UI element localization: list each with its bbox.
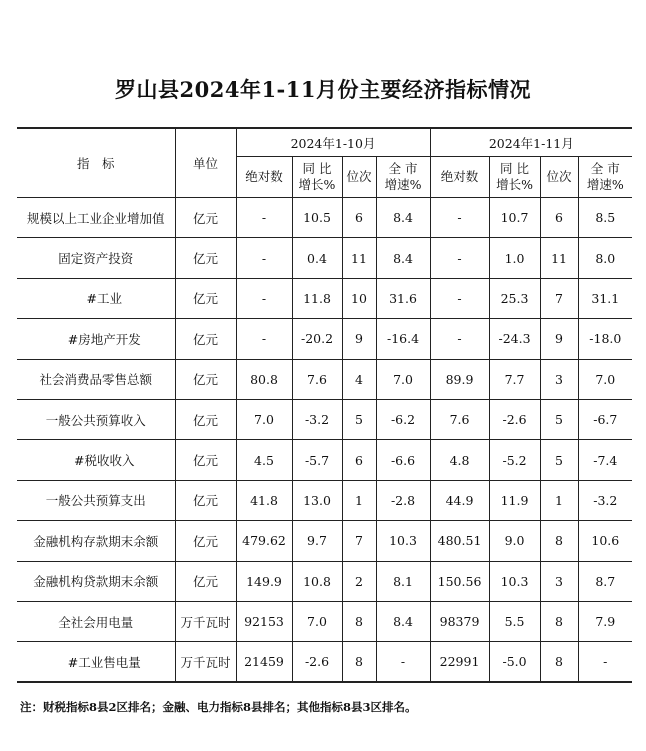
nov-absolute-value: 7.6 (430, 399, 489, 439)
table-body (17, 198, 632, 683)
nov-absolute-value: - (430, 319, 489, 359)
table-row (17, 642, 632, 682)
oct-yoy-growth: -3.2 (292, 399, 342, 439)
nov-rank: 7 (540, 278, 578, 318)
oct-city-growth: -2.8 (376, 480, 430, 520)
table-row (17, 480, 632, 520)
nov-rank: 8 (540, 601, 578, 641)
header-city-growth: 全 市 增速% (578, 157, 632, 198)
header-indicator: 指 标 (17, 128, 175, 198)
nov-rank: 5 (540, 440, 578, 480)
oct-yoy-growth: 13.0 (292, 480, 342, 520)
unit-cell: 亿元 (175, 319, 236, 359)
unit-cell: 万千瓦时 (175, 601, 236, 641)
oct-rank: 8 (342, 642, 376, 682)
nov-yoy-growth: -2.6 (489, 399, 540, 439)
oct-rank: 7 (342, 521, 376, 561)
nov-yoy-growth: 9.0 (489, 521, 540, 561)
oct-absolute-value: 7.0 (236, 399, 292, 439)
oct-yoy-growth: 11.8 (292, 278, 342, 318)
nov-absolute-value: 480.51 (430, 521, 489, 561)
nov-city-growth: 31.1 (578, 278, 632, 318)
nov-city-growth: -6.7 (578, 399, 632, 439)
unit-cell: 亿元 (175, 238, 236, 278)
table-row (17, 561, 632, 601)
oct-absolute-value: 41.8 (236, 480, 292, 520)
nov-yoy-growth: 7.7 (489, 359, 540, 399)
oct-city-growth: 8.4 (376, 198, 430, 238)
nov-yoy-growth: -5.2 (489, 440, 540, 480)
oct-yoy-growth: 0.4 (292, 238, 342, 278)
oct-city-growth: 8.1 (376, 561, 430, 601)
unit-cell: 亿元 (175, 480, 236, 520)
indicators-table (17, 127, 632, 683)
oct-city-growth: 8.4 (376, 601, 430, 641)
oct-rank: 2 (342, 561, 376, 601)
header-absolute: 绝对数 (430, 157, 489, 198)
oct-yoy-growth: 10.5 (292, 198, 342, 238)
nov-rank: 8 (540, 521, 578, 561)
oct-absolute-value: - (236, 238, 292, 278)
nov-absolute-value: 98379 (430, 601, 489, 641)
unit-cell: 亿元 (175, 561, 236, 601)
unit-cell: 亿元 (175, 278, 236, 318)
oct-rank: 5 (342, 399, 376, 439)
oct-absolute-value: 479.62 (236, 521, 292, 561)
oct-absolute-value: - (236, 319, 292, 359)
table-row (17, 319, 632, 359)
unit-cell: 万千瓦时 (175, 642, 236, 682)
oct-city-growth: 8.4 (376, 238, 430, 278)
table-row (17, 440, 632, 480)
table-row (17, 359, 632, 399)
nov-city-growth: 8.7 (578, 561, 632, 601)
oct-rank: 1 (342, 480, 376, 520)
nov-city-growth: -3.2 (578, 480, 632, 520)
table-row (17, 399, 632, 439)
oct-absolute-value: 92153 (236, 601, 292, 641)
oct-absolute-value: 4.5 (236, 440, 292, 480)
nov-yoy-growth: -5.0 (489, 642, 540, 682)
nov-absolute-value: 44.9 (430, 480, 489, 520)
header-rank: 位次 (540, 157, 578, 198)
nov-yoy-growth: -24.3 (489, 319, 540, 359)
nov-absolute-value: - (430, 278, 489, 318)
oct-rank: 4 (342, 359, 376, 399)
header-absolute: 绝对数 (236, 157, 292, 198)
oct-absolute-value: - (236, 278, 292, 318)
indicator-name: 全社会用电量 (17, 601, 175, 641)
oct-city-growth: -6.6 (376, 440, 430, 480)
nov-absolute-value: 150.56 (430, 561, 489, 601)
table-row (17, 198, 632, 238)
nov-rank: 3 (540, 359, 578, 399)
indicator-name: 金融机构存款期末余额 (17, 521, 175, 561)
oct-absolute-value: - (236, 198, 292, 238)
oct-city-growth: -6.2 (376, 399, 430, 439)
nov-yoy-growth: 1.0 (489, 238, 540, 278)
oct-city-growth: 10.3 (376, 521, 430, 561)
oct-rank: 6 (342, 440, 376, 480)
table-row (17, 601, 632, 641)
oct-yoy-growth: 7.0 (292, 601, 342, 641)
unit-cell: 亿元 (175, 198, 236, 238)
header-yoy-growth: 同 比 增长% (292, 157, 342, 198)
oct-rank: 8 (342, 601, 376, 641)
indicator-name: 固定资产投资 (17, 238, 175, 278)
nov-yoy-growth: 10.3 (489, 561, 540, 601)
oct-yoy-growth: -5.7 (292, 440, 342, 480)
nov-absolute-value: 22991 (430, 642, 489, 682)
unit-cell: 亿元 (175, 521, 236, 561)
nov-absolute-value: 4.8 (430, 440, 489, 480)
header-period-1: 2024年1-10月 (236, 128, 430, 157)
oct-rank: 11 (342, 238, 376, 278)
table-row (17, 521, 632, 561)
indicator-name: 规模以上工业企业增加值 (17, 198, 175, 238)
table-row (17, 278, 632, 318)
header-period-2: 2024年1-11月 (430, 128, 632, 157)
unit-cell: 亿元 (175, 399, 236, 439)
nov-city-growth: 8.0 (578, 238, 632, 278)
header-unit: 单位 (175, 128, 236, 198)
nov-city-growth: - (578, 642, 632, 682)
nov-city-growth: 10.6 (578, 521, 632, 561)
nov-rank: 5 (540, 399, 578, 439)
indicator-name: 一般公共预算支出 (17, 480, 175, 520)
indicator-name: 社会消费品零售总额 (17, 359, 175, 399)
oct-yoy-growth: 9.7 (292, 521, 342, 561)
indicator-name: 一般公共预算收入 (17, 399, 175, 439)
nov-absolute-value: 89.9 (430, 359, 489, 399)
nov-yoy-growth: 5.5 (489, 601, 540, 641)
oct-city-growth: -16.4 (376, 319, 430, 359)
nov-rank: 6 (540, 198, 578, 238)
nov-city-growth: 8.5 (578, 198, 632, 238)
nov-absolute-value: - (430, 198, 489, 238)
oct-city-growth: 7.0 (376, 359, 430, 399)
oct-city-growth: 31.6 (376, 278, 430, 318)
nov-rank: 8 (540, 642, 578, 682)
oct-rank: 9 (342, 319, 376, 359)
oct-city-growth: - (376, 642, 430, 682)
nov-city-growth: 7.0 (578, 359, 632, 399)
nov-rank: 3 (540, 561, 578, 601)
header-city-growth: 全 市 增速% (376, 157, 430, 198)
oct-rank: 6 (342, 198, 376, 238)
nov-rank: 1 (540, 480, 578, 520)
indicator-name: #工业售电量 (17, 642, 175, 682)
oct-yoy-growth: -20.2 (292, 319, 342, 359)
header-row-periods (17, 128, 632, 157)
header-yoy-growth: 同 比 增长% (489, 157, 540, 198)
nov-yoy-growth: 25.3 (489, 278, 540, 318)
unit-cell: 亿元 (175, 440, 236, 480)
oct-yoy-growth: 7.6 (292, 359, 342, 399)
oct-absolute-value: 80.8 (236, 359, 292, 399)
unit-cell: 亿元 (175, 359, 236, 399)
indicator-name: #房地产开发 (17, 319, 175, 359)
oct-yoy-growth: -2.6 (292, 642, 342, 682)
nov-city-growth: 7.9 (578, 601, 632, 641)
nov-yoy-growth: 10.7 (489, 198, 540, 238)
oct-absolute-value: 21459 (236, 642, 292, 682)
page-title: 罗山县2024年1-11月份主要经济指标情况 (115, 77, 531, 102)
oct-absolute-value: 149.9 (236, 561, 292, 601)
header-rank: 位次 (342, 157, 376, 198)
nov-rank: 9 (540, 319, 578, 359)
oct-yoy-growth: 10.8 (292, 561, 342, 601)
nov-city-growth: -18.0 (578, 319, 632, 359)
indicator-name: #税收收入 (17, 440, 175, 480)
nov-rank: 11 (540, 238, 578, 278)
nov-absolute-value: - (430, 238, 489, 278)
oct-rank: 10 (342, 278, 376, 318)
indicator-name: 金融机构贷款期末余额 (17, 561, 175, 601)
nov-city-growth: -7.4 (578, 440, 632, 480)
footnote: 注：财税指标8县2区排名；金融、电力指标8县排名；其他指标8县3区排名。 (20, 700, 417, 714)
table-row (17, 238, 632, 278)
nov-yoy-growth: 11.9 (489, 480, 540, 520)
indicator-name: #工业 (17, 278, 175, 318)
